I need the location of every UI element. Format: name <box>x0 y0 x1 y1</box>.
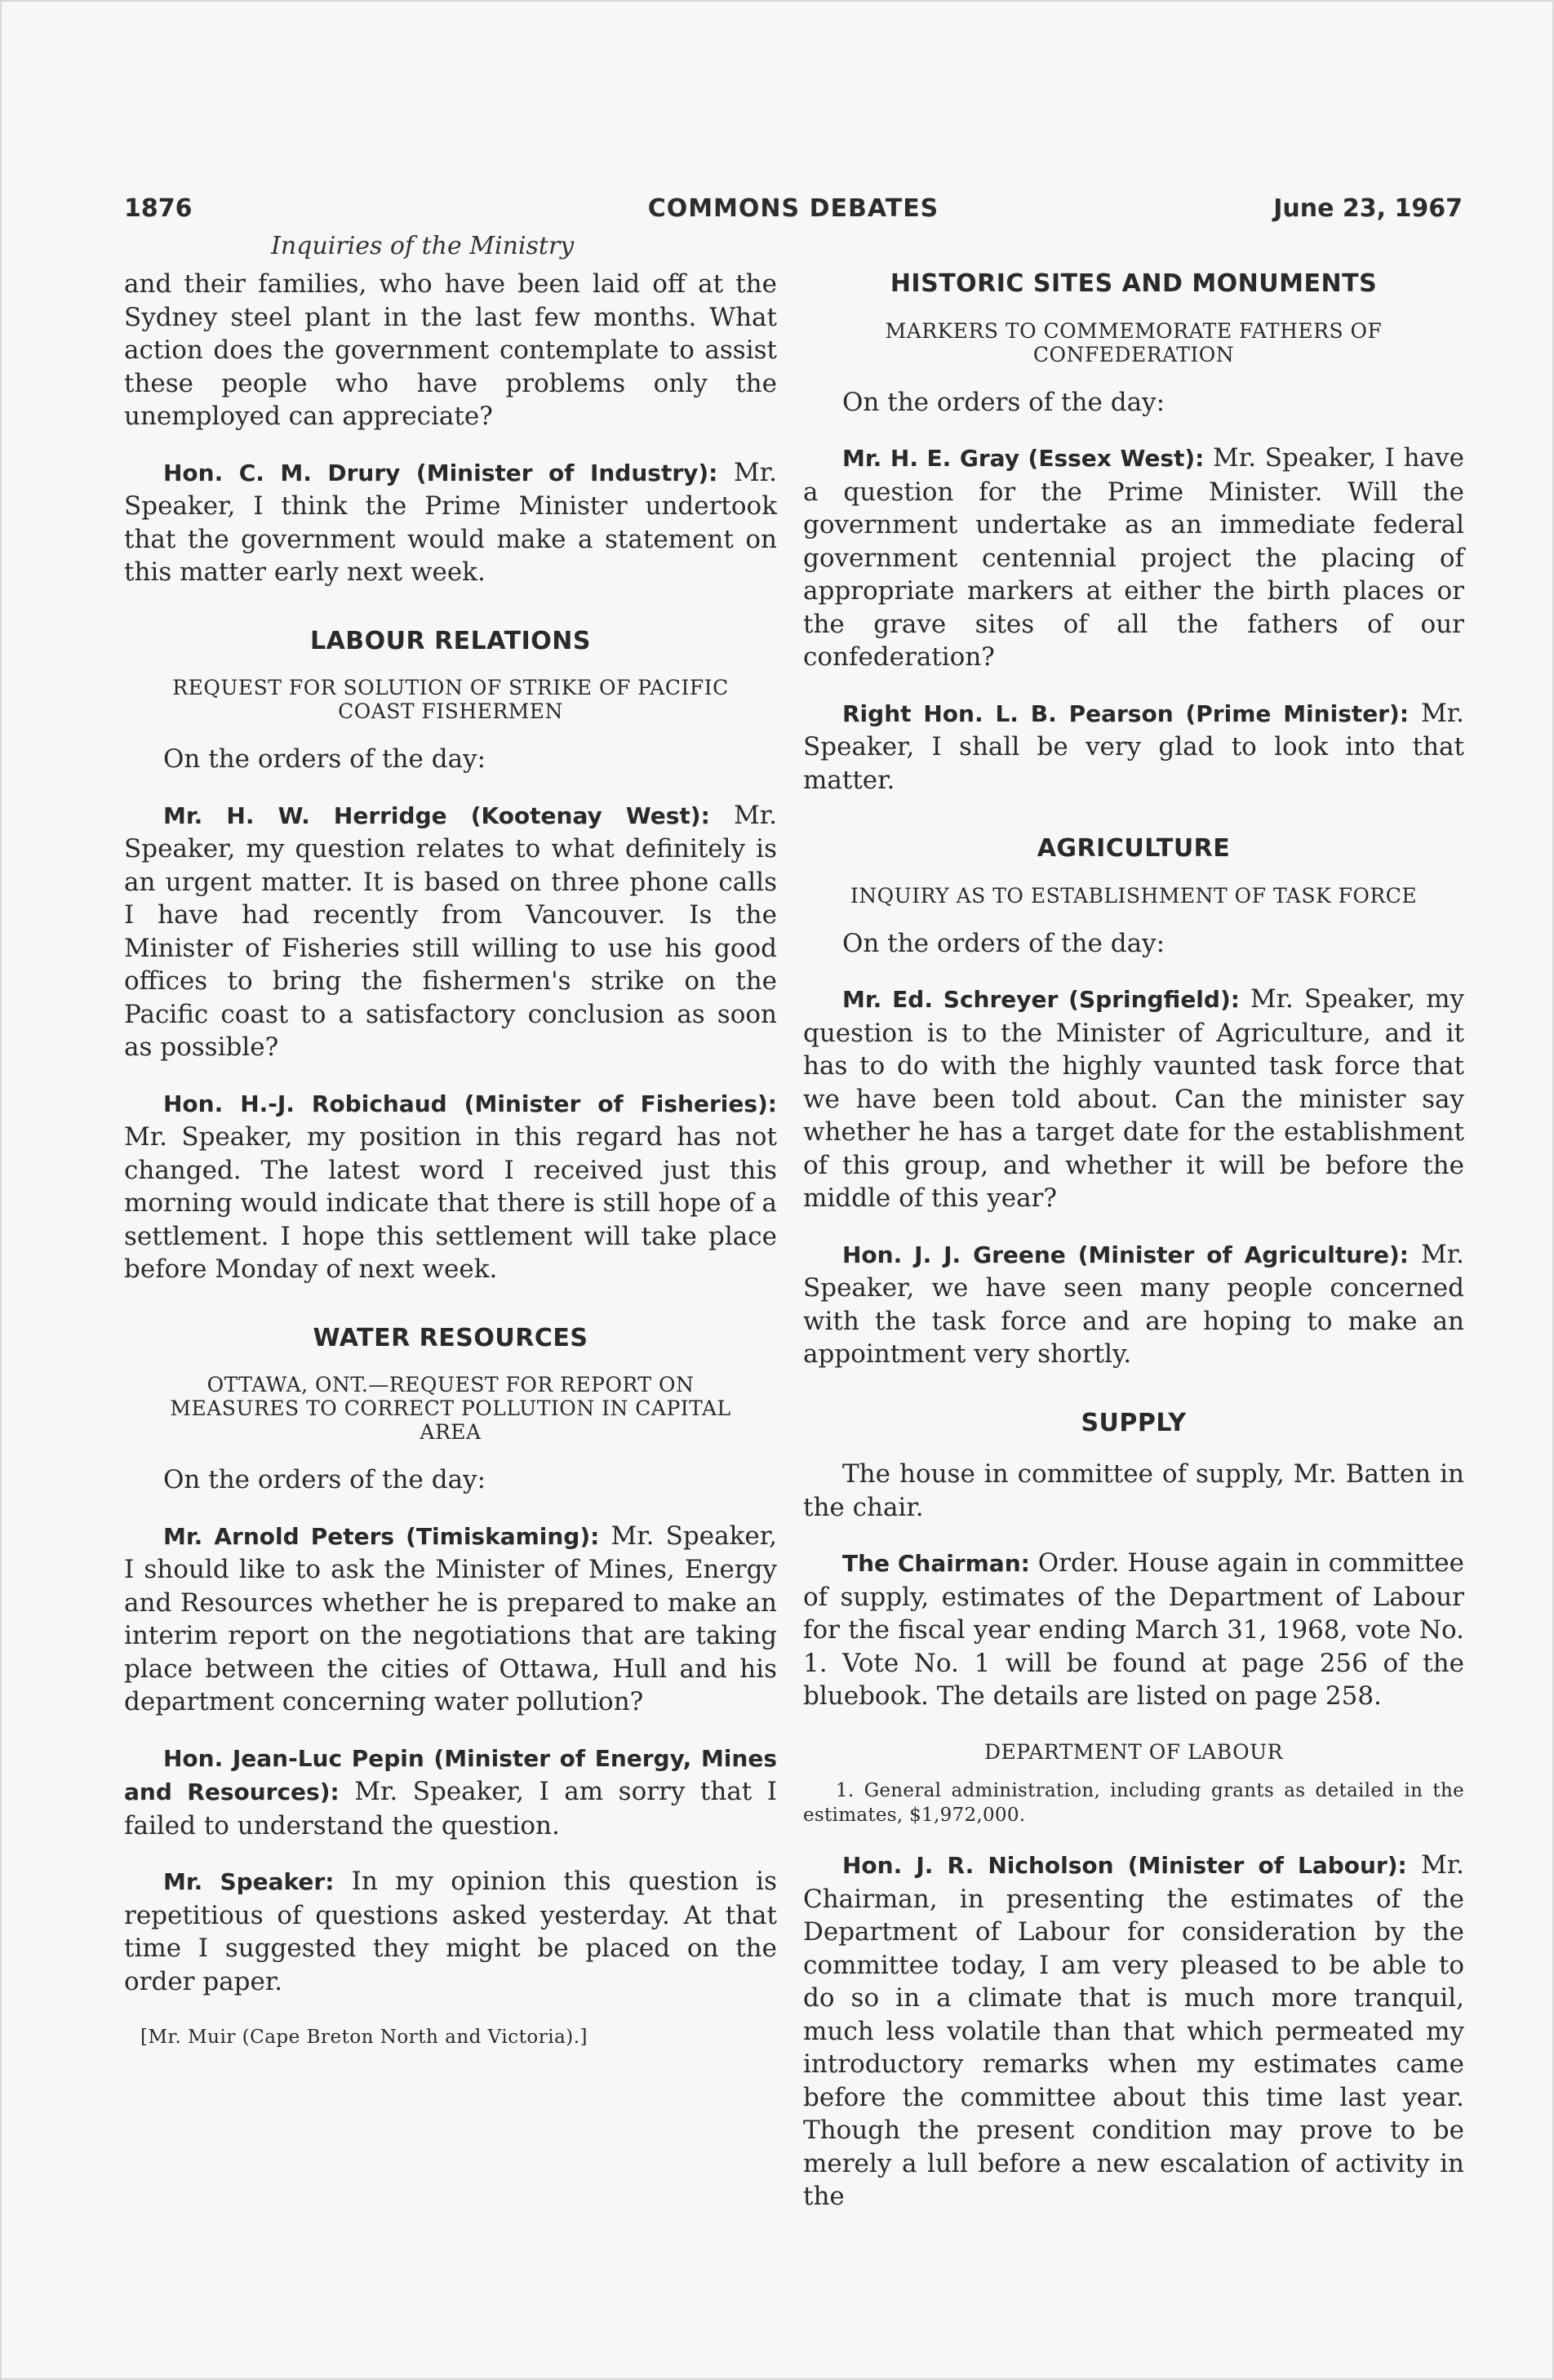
speech-text: Mr. Speaker, my question is to the Minister of Agriculture, and it has to do with the highly vaunted task force that we have been told about. Can the minister say whether he has a target date for the establishment of this group, and whether it will be before the middle of this year? <box>803 984 1464 1213</box>
speech-text: Mr. Speaker, my position in this regard has not changed. The latest word I received just this morning would indicate that there is still hope of a settlement. I hope this settlement will take place before Monday of next week. <box>124 1122 777 1284</box>
speech-text: Mr. Speaker, I think the Prime Minister undertook that the government would make a statement on this matter early next week. <box>124 457 777 587</box>
section-heading: HISTORIC SITES AND MONUMENTS <box>890 269 1378 298</box>
paragraph: The house in committee of supply, Mr. Batten in the chair. <box>803 1459 1464 1522</box>
speaker-name: The Chairman: <box>842 1550 1030 1577</box>
orders-of-day: On the orders of the day: <box>842 387 1166 417</box>
speaker-footnote: [Mr. Muir (Cape Breton North and Victoria).] <box>140 2027 588 2048</box>
section-heading: AGRICULTURE <box>1037 834 1231 863</box>
left-column <box>124 268 777 2054</box>
paragraph <box>124 456 777 589</box>
paragraph <box>803 983 1464 1215</box>
paragraph <box>124 1087 777 1286</box>
speaker-name: Mr. Arnold Peters (Timiskaming): <box>163 1522 600 1550</box>
paragraph <box>803 1849 1464 2213</box>
page-number: 1876 <box>124 194 193 223</box>
speaker-name: Hon. H.-J. Robichaud (Minister of Fisheries): <box>163 1090 777 1117</box>
department-heading: DEPARTMENT OF LABOUR <box>984 1739 1283 1764</box>
orders-of-day: On the orders of the day: <box>163 1465 486 1494</box>
speech-text: Order. House again in committee of supply, estimates of the Department of Labour for the fiscal year ending March 31, 1968, vote No. 1. Vote No. 1 will be found at page 256 of the bluebook. The details are listed on page 258. <box>803 1548 1464 1711</box>
section-heading: LABOUR RELATIONS <box>309 626 592 655</box>
subsection-heading: INQUIRY AS TO ESTABLISHMENT OF TASK FORCE <box>850 883 1418 908</box>
vote-line: 1. General administration, including grants as detailed in the estimates, $1,972,000. <box>803 1780 1464 1826</box>
orders-of-day: On the orders of the day: <box>842 928 1166 958</box>
paragraph <box>124 1742 777 1843</box>
subsection-heading: REQUEST FOR SOLUTION OF STRIKE OF PACIFIC COAST FISHERMEN <box>172 676 729 723</box>
speech-text: Mr. Speaker, my question relates to what definitely is an urgent matter. It is based on three phone calls I have had recently from Vancouver. Is the Minister of Fisheries still willing to use his good offices to bring the fishermen's strike on the Pacific coast to a satisfactory conclusion as soon as possible? <box>124 800 777 1062</box>
speaker-name: Mr. Speaker: <box>163 1868 335 1895</box>
speaker-name: Hon. J. R. Nicholson (Minister of Labour): <box>842 1852 1407 1879</box>
running-head: Inquiries of the Ministry <box>271 232 575 260</box>
speaker-name: Hon. J. J. Greene (Minister of Agriculture): <box>842 1241 1409 1268</box>
page-header <box>124 194 1463 227</box>
paragraph <box>803 1547 1464 1713</box>
publication-title: COMMONS DEBATES <box>647 194 939 223</box>
speaker-name: Mr. H. W. Herridge (Kootenay West): <box>163 801 710 829</box>
speech-text: Mr. Speaker, I am sorry that I failed to understand the question. <box>124 1777 778 1841</box>
speech-text: Mr. Chairman, in presenting the estimates of the Department of Labour for consideration by the committee today, I am very pleased to be able to do so in a climate that is much more tranquil, much less volatile than that which permeated my introductory remarks when my estimates came before the committee about this time last year. Though the present condition may prove to be merely a lull before a new escalation of activity in the <box>803 1850 1464 2211</box>
subsection-heading: OTTAWA, ONT.—REQUEST FOR REPORT ON MEASURES TO CORRECT POLLUTION IN CAPITAL AREA <box>170 1373 731 1444</box>
speaker-name: Mr. H. E. Gray (Essex West): <box>842 445 1205 472</box>
paragraph <box>803 442 1464 674</box>
speech-text: In my opinion this question is repetitious of questions asked yesterday. At that time I suggested they might be placed on the order paper. <box>124 1867 777 1996</box>
speaker-name: Hon. C. M. Drury (Minister of Industry): <box>163 459 718 486</box>
paragraph <box>124 1865 777 1998</box>
speech-text: Mr. Speaker, I shall be very glad to look into that matter. <box>803 698 1465 795</box>
page-date: June 23, 1967 <box>1273 194 1463 223</box>
paragraph <box>803 697 1464 797</box>
section-heading: WATER RESOURCES <box>313 1323 588 1352</box>
paragraph <box>124 1520 777 1719</box>
speech-text: Mr. Speaker, we have seen many people concerned with the task force and are hoping to make an appointment very shortly. <box>803 1239 1464 1369</box>
speaker-name: Hon. Jean-Luc Pepin (Minister of Energy, Mines and Resources): <box>124 1744 777 1805</box>
speaker-name: Mr. Ed. Schreyer (Springfield): <box>842 986 1240 1013</box>
section-heading: SUPPLY <box>1081 1408 1187 1437</box>
speaker-name: Right Hon. L. B. Pearson (Prime Minister): <box>842 699 1410 727</box>
paragraph: and their families, who have been laid off at the Sydney steel plant in the last few months. What action does the government contemplate to assist these people who have problems only the unemployed can appreciate? <box>124 269 777 431</box>
right-column <box>803 268 1464 2236</box>
speech-text: Mr. Speaker, I should like to ask the Minister of Mines, Energy and Resources whether he is prepared to make an interim report on the negotiations that are taking place between the cities of Ottawa, Hull and his department concerning water pollution? <box>124 1521 777 1716</box>
subsection-heading: MARKERS TO COMMEMORATE FATHERS OF CONFEDERATION <box>885 318 1383 366</box>
orders-of-day: On the orders of the day: <box>163 744 486 774</box>
paragraph <box>124 799 777 1064</box>
paragraph <box>803 1238 1464 1371</box>
speech-text: Mr. Speaker, I have a question for the Prime Minister. Will the government undertake as an immediate federal government centennial project the placing of appropriate markers at either the birth places or the grave sites of all the fathers of our confederation? <box>803 443 1464 672</box>
